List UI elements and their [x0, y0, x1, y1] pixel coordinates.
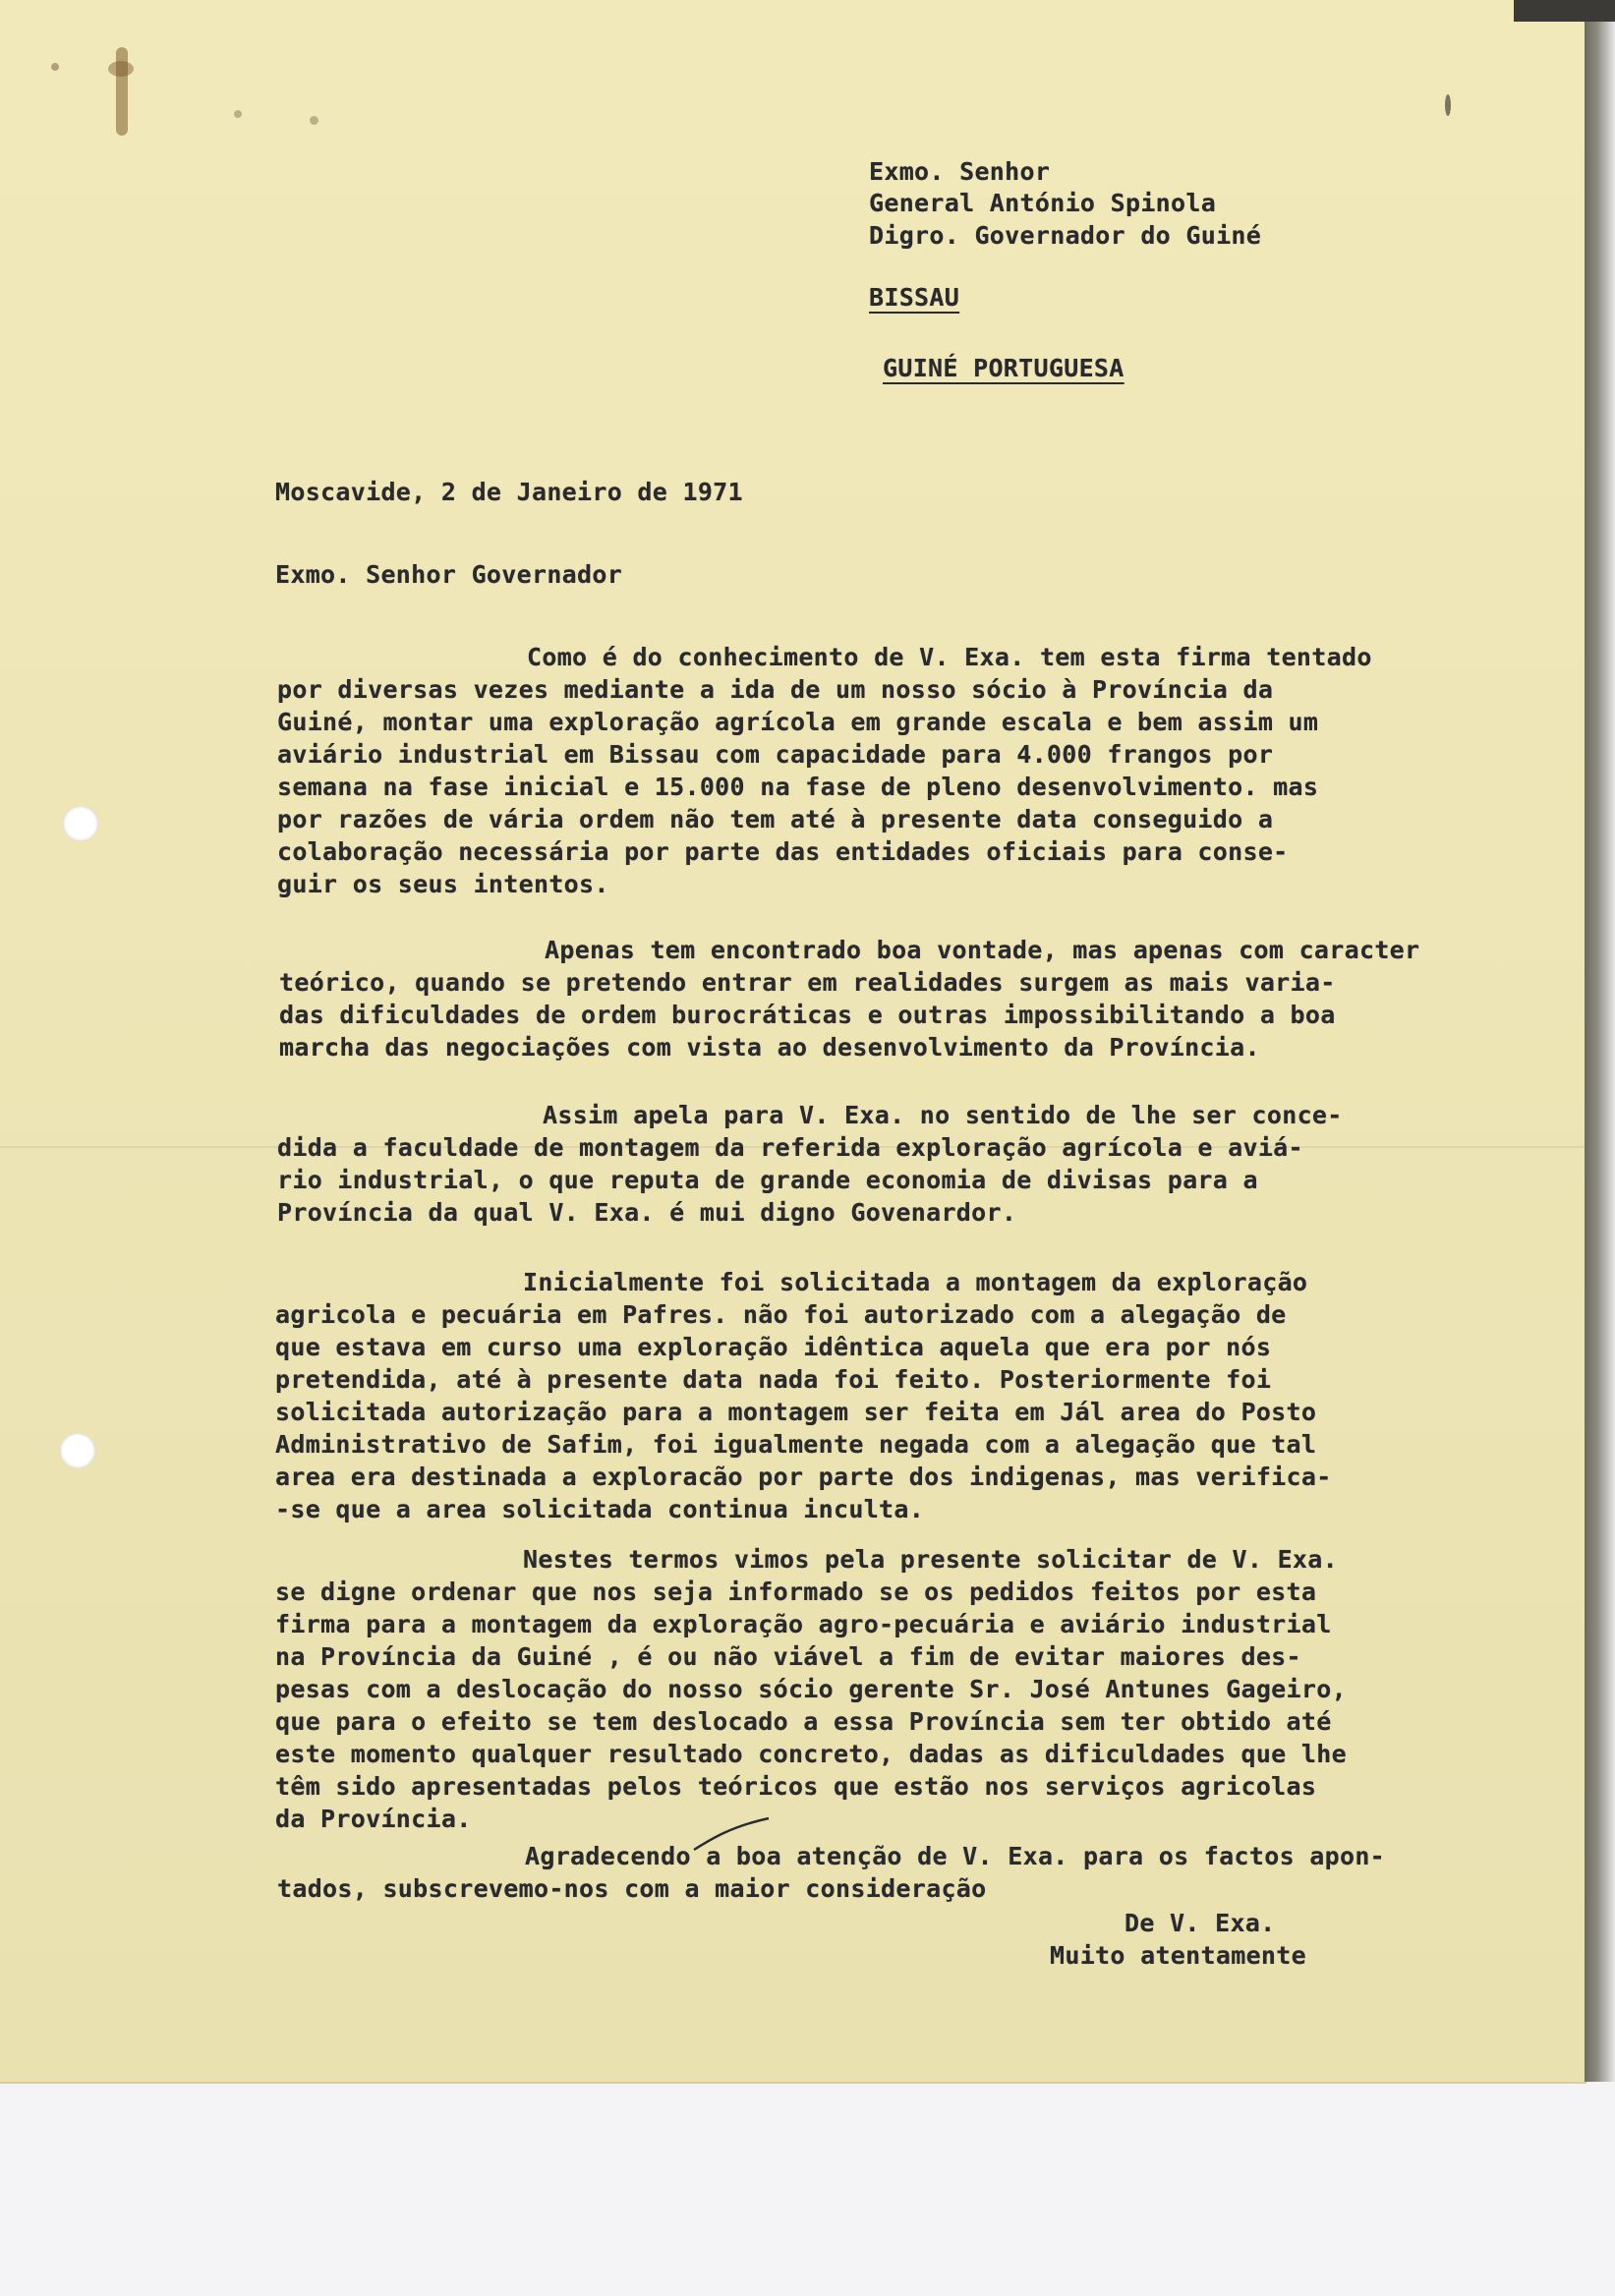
place-date: Moscavide, 2 de Janeiro de 1971	[275, 478, 743, 506]
body-paragraph	[275, 1268, 1332, 1527]
paragraph-line: Agradecendo a boa atenção de V. Exa. para os factos apon-	[525, 1842, 1386, 1870]
paragraph-line: area era destinada a exploracão por parte dos indigenas, mas verifica-	[275, 1463, 1332, 1491]
body-paragraph	[275, 1545, 1347, 1837]
paragraph-line: teórico, quando se pretendo entrar em realidades surgem as mais varia-	[279, 968, 1336, 997]
pen-stroke	[688, 1808, 777, 1858]
paragraph-line: pretendida, até à presente data nada foi feito. Posteriormente foi	[275, 1365, 1272, 1394]
paragraph-line: -se que a area solicitada continua inculta.	[275, 1495, 925, 1523]
paragraph-line: rio industrial, o que reputa de grande economia de divisas para a	[277, 1166, 1258, 1194]
paragraph-line: Província da qual V. Exa. é mui digno Govenardor.	[277, 1198, 1017, 1227]
paragraph-line: colaboração necessária por parte das entidades oficiais para conse-	[277, 837, 1289, 866]
paragraph-line: na Província da Guiné , é ou não viável a fim de evitar maiores des-	[275, 1642, 1301, 1671]
scan-corner-shadow	[1514, 0, 1615, 22]
paragraph-line: marcha das negociações com vista ao desenvolvimento da Província.	[279, 1033, 1260, 1062]
paragraph-line: se digne ordenar que nos seja informado se os pedidos feitos por esta	[275, 1578, 1317, 1606]
addressee-name: General António Spinola	[869, 189, 1217, 217]
paragraph-line: que estava em curso uma exploração idêntica aquela que era por nós	[275, 1333, 1272, 1361]
punch-hole-lower	[60, 1433, 95, 1468]
addressee-title: Exmo. Senhor	[869, 157, 1051, 186]
closing-line: De V. Exa.	[1125, 1909, 1276, 1937]
paragraph-line: Administrativo de Safim, foi igualmente negada com a alegação que tal	[275, 1430, 1317, 1459]
addressee-country: GUINÉ PORTUGUESA	[883, 354, 1125, 382]
paragraph-line: têm sido apresentadas pelos teóricos que estão nos serviços agricolas	[275, 1772, 1317, 1801]
paragraph-line: que para o efeito se tem deslocado a essa Província sem ter obtido até	[275, 1707, 1332, 1736]
body-paragraph	[277, 643, 1372, 902]
addressee-city: BISSAU	[869, 283, 960, 312]
paragraph-line: por razões de vária ordem não tem até à presente data conseguido a	[277, 805, 1274, 833]
ink-mark	[1445, 94, 1451, 116]
rust-dot	[51, 63, 59, 71]
paragraph-line: guir os seus intentos.	[277, 870, 609, 898]
rust-dot	[310, 116, 318, 125]
paragraph-line: solicitada autorização para a montagem ser feita em Jál area do Posto	[275, 1398, 1317, 1426]
rust-stain	[108, 61, 134, 77]
paragraph-line: tados, subscrevemo-nos com a maior consideração	[277, 1874, 987, 1903]
body-paragraph	[277, 1842, 1385, 1907]
addressee-position: Digro. Governador do Guiné	[869, 221, 1262, 250]
closing-line: Muito atentamente	[1050, 1941, 1306, 1970]
paragraph-line: Guiné, montar uma exploração agrícola em grande escala e bem assim um	[277, 708, 1319, 736]
paragraph-line: por diversas vezes mediante a ida de um nosso sócio à Província da	[277, 675, 1274, 704]
paragraph-line: Nestes termos vimos pela presente solicitar de V. Exa.	[523, 1545, 1338, 1574]
body-paragraph	[277, 1101, 1343, 1231]
paragraph-line: Assim apela para V. Exa. no sentido de lhe ser conce-	[543, 1101, 1343, 1129]
paragraph-line: da Província.	[275, 1805, 472, 1833]
paragraph-line: agricola e pecuária em Pafres. não foi autorizado com a alegação de	[275, 1300, 1287, 1329]
paragraph-line: Como é do conhecimento de V. Exa. tem esta firma tentado	[527, 643, 1372, 671]
paragraph-line: este momento qualquer resultado concreto, dadas as dificuldades que lhe	[275, 1740, 1347, 1768]
paragraph-line: aviário industrial em Bissau com capacidade para 4.000 frangos por	[277, 740, 1274, 769]
body-paragraph	[279, 936, 1419, 1065]
rust-dot	[234, 110, 242, 118]
paragraph-line: das dificuldades de ordem burocráticas e outras impossibilitando a boa	[279, 1001, 1336, 1029]
salutation: Exmo. Senhor Governador	[275, 560, 623, 589]
paragraph-line: firma para a montagem da exploração agro-pecuária e aviário industrial	[275, 1610, 1332, 1638]
paragraph-line: semana na fase inicial e 15.000 na fase de pleno desenvolvimento. mas	[277, 773, 1319, 801]
paragraph-line: Inicialmente foi solicitada a montagem da exploração	[523, 1268, 1308, 1296]
paragraph-line: pesas com a deslocação do nosso sócio gerente Sr. José Antunes Gageiro,	[275, 1675, 1347, 1703]
punch-hole-upper	[63, 806, 98, 841]
paragraph-line: Apenas tem encontrado boa vontade, mas apenas com caracter	[545, 936, 1420, 964]
paragraph-line: dida a faculdade de montagem da referida exploração agrícola e aviá-	[277, 1133, 1303, 1162]
scan-edge-shadow	[1585, 0, 1615, 2082]
